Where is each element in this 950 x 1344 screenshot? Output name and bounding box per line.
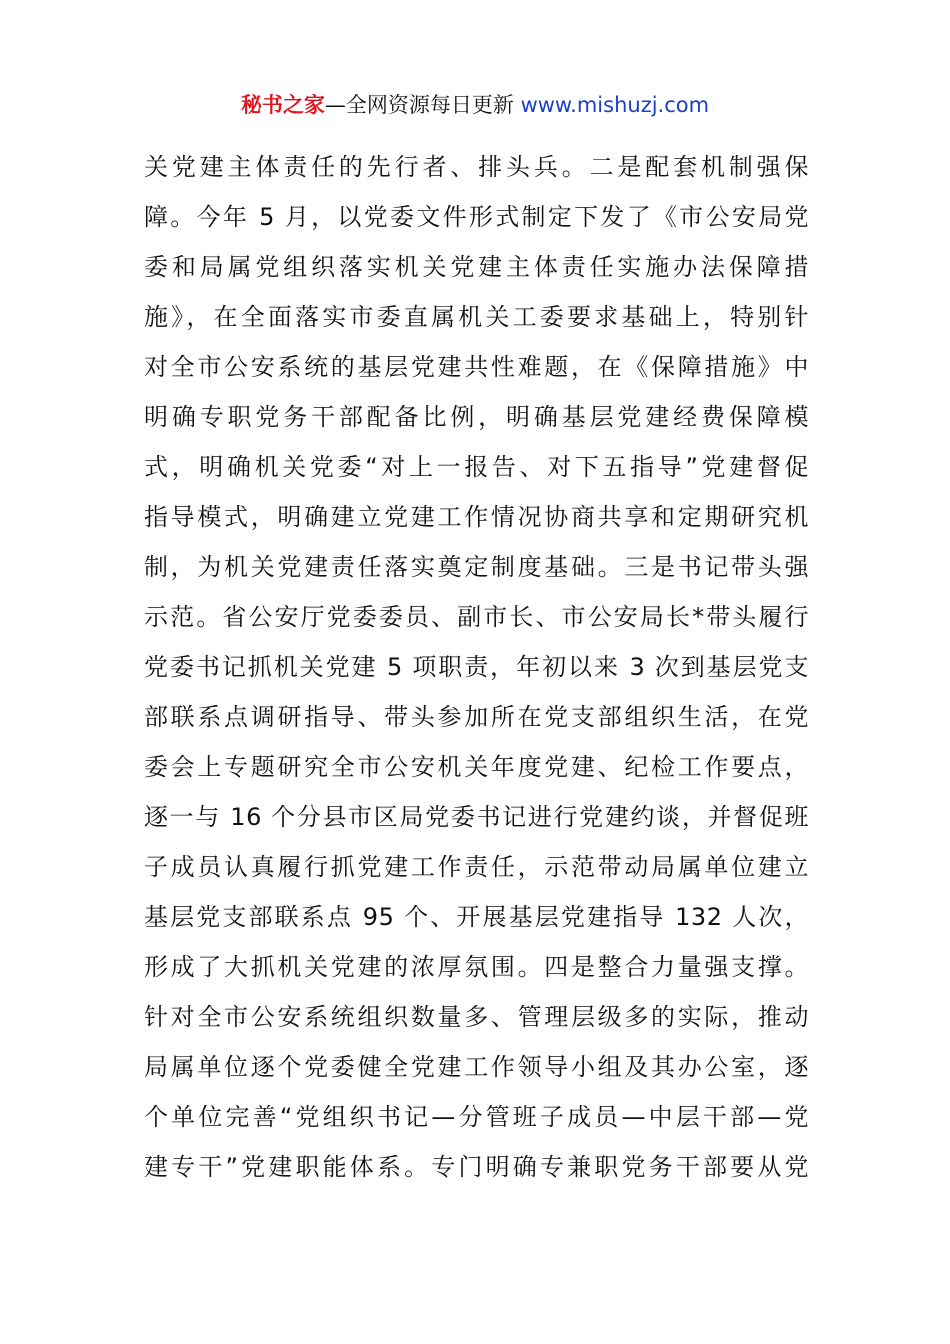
- text-line: 部联系点调研指导、带头参加所在党支部组织生活，在党: [144, 703, 809, 731]
- header-tagline: —全网资源每日更新: [324, 93, 521, 117]
- text-line: 式，明确机关党委“对上一报告、对下五指导”党建督促: [144, 453, 809, 481]
- text-line: 形成了大抓机关党建的浓厚氛围。四是整合力量强支撑。: [144, 953, 809, 981]
- body-text: [144, 142, 809, 1192]
- text-line: 委和局属党组织落实机关党建主体责任实施办法保障措: [144, 253, 809, 281]
- text-line: 制，为机关党建责任落实奠定制度基础。三是书记带头强: [144, 553, 809, 581]
- text-line: 施》，在全面落实市委直属机关工委要求基础上，特别针: [144, 303, 809, 331]
- text-line: 建专干”党建职能体系。专门明确专兼职党务干部要从党: [144, 1153, 809, 1181]
- text-line: 基层党支部联系点 95 个、开展基层党建指导 132 人次，: [144, 903, 809, 931]
- text-line: 逐一与 16 个分县市区局党委书记进行党建约谈，并督促班: [144, 803, 809, 831]
- text-line: 障。今年 5 月，以党委文件形式制定下发了《市公安局党: [144, 203, 809, 231]
- text-line: 关党建主体责任的先行者、排头兵。二是配套机制强保: [144, 153, 809, 181]
- brand-name: 秘书之家: [240, 93, 325, 117]
- text-line: 对全市公安系统的基层党建共性难题，在《保障措施》中: [144, 353, 809, 381]
- page-header: [0, 90, 950, 120]
- text-line: 委会上专题研究全市公安机关年度党建、纪检工作要点，: [144, 753, 809, 781]
- site-url[interactable]: www.mishuzj.com: [520, 93, 710, 117]
- text-line: 针对全市公安系统组织数量多、管理层级多的实际，推动: [144, 1003, 809, 1031]
- text-line: 党委书记抓机关党建 5 项职责，年初以来 3 次到基层党支: [144, 653, 809, 681]
- text-line: 明确专职党务干部配备比例，明确基层党建经费保障模: [144, 403, 809, 431]
- text-line: 示范。省公安厅党委委员、副市长、市公安局长*带头履行: [144, 603, 809, 631]
- text-line: 局属单位逐个党委健全党建工作领导小组及其办公室，逐: [144, 1053, 809, 1081]
- text-line: 子成员认真履行抓党建工作责任，示范带动局属单位建立: [144, 853, 809, 881]
- text-line: 个单位完善“党组织书记—分管班子成员—中层干部—党: [144, 1103, 809, 1131]
- text-line: 指导模式，明确建立党建工作情况协商共享和定期研究机: [144, 503, 809, 531]
